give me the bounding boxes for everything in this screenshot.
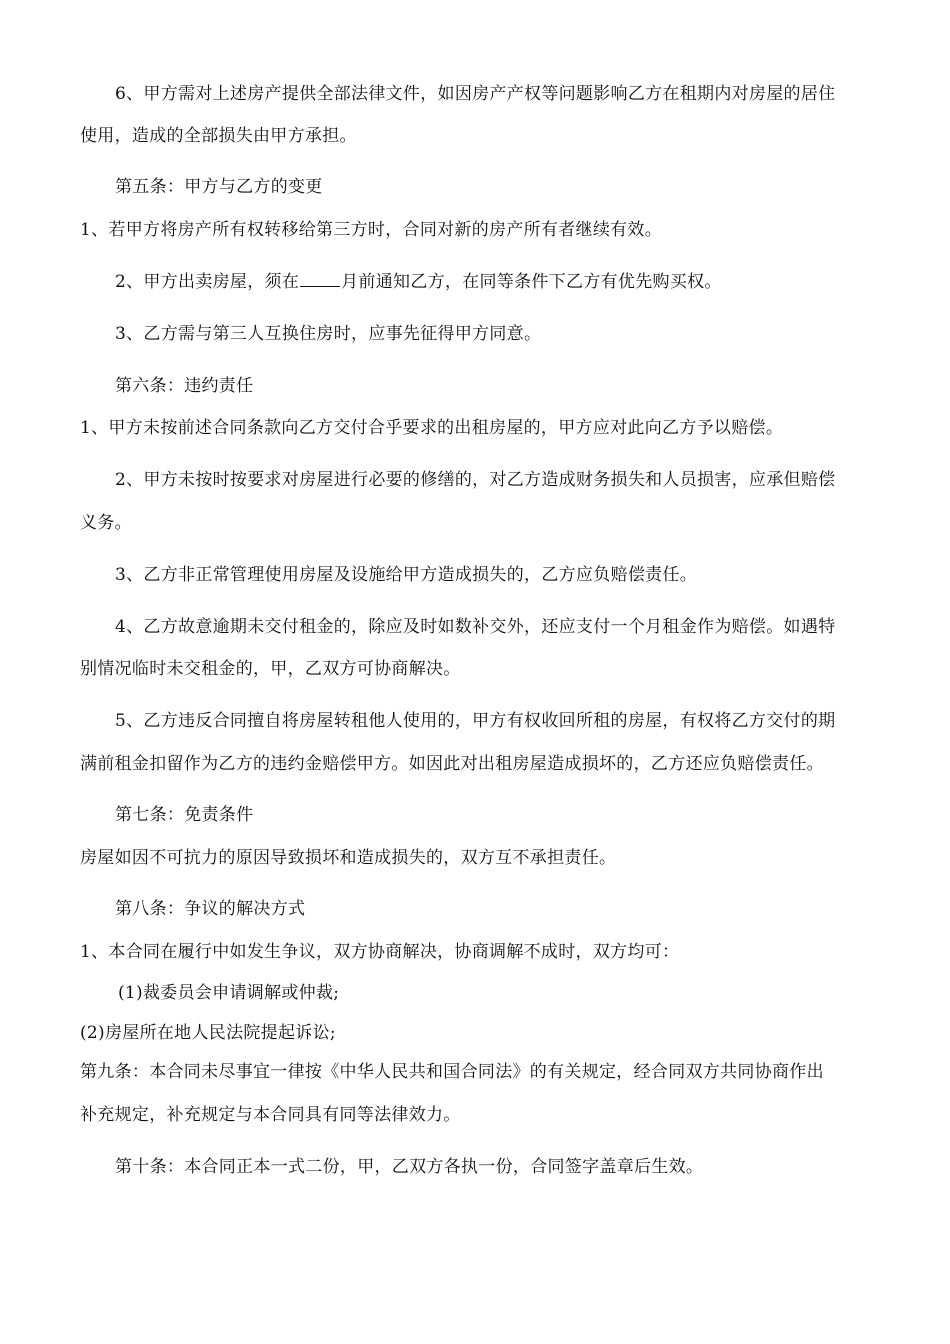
- clause-8-heading: 第八条：争议的解决方式: [115, 899, 306, 919]
- clause-5-item-1: 1、若甲方将房产所有权转移给第三方时，合同对新的房产所有者继续有效。: [80, 220, 663, 240]
- clause-6-item-1: 1、甲方未按前述合同条款向乙方交付合乎要求的出租房屋的，甲方应对此向乙方予以赔偿。: [80, 418, 784, 438]
- clause-5-heading: 第五条：甲方与乙方的变更: [115, 177, 323, 197]
- clause-5-item-2: [115, 270, 870, 294]
- clause-6-item-2-line-2: 义务。: [80, 513, 132, 533]
- clause-9-line-1: 第九条：本合同未尽事宜一律按《中华人民共和国合同法》的有关规定，经合同双方共同协商作出: [80, 1062, 824, 1082]
- clause-5-item-2-part-2: 月前通知乙方，在同等条件下乙方有优先购买权。: [341, 272, 722, 292]
- clause-4-item-6-line-1: 6、甲方需对上述房产提供全部法律文件，如因房产产权等问题影响乙方在租期内对房屋的居住: [115, 84, 836, 104]
- clause-8-option-1: (1)裁委员会申请调解或仲裁;: [118, 983, 340, 1003]
- clause-5-item-2-part-1: 2、甲方出卖房屋，须在: [115, 272, 300, 292]
- clause-6-item-4-line-2: 别情况临时未交租金的，甲，乙双方可协商解决。: [80, 659, 461, 679]
- clause-10: 第十条：本合同正本一式二份，甲，乙双方各执一份，合同签字盖章后生效。: [115, 1157, 704, 1177]
- clause-7-heading: 第七条：免责条件: [115, 805, 254, 825]
- clause-6-item-5-line-1: 5、乙方违反合同擅自将房屋转租他人使用的，甲方有权收回所租的房屋，有权将乙方交付的期: [115, 711, 836, 731]
- clause-6-item-4-line-1: 4、乙方故意逾期未交付租金的，除应及时如数补交外，还应支付一个月租金作为赔偿。如遇特: [115, 617, 836, 637]
- clause-9-line-2: 补充规定，补充规定与本合同具有同等法律效力。: [80, 1105, 461, 1125]
- clause-6-item-2-line-1: 2、甲方未按时按要求对房屋进行必要的修缮的，对乙方造成财务损失和人员损害，应承但赔偿: [115, 470, 836, 490]
- clause-4-item-6-line-2: 使用，造成的全部损失由甲方承担。: [80, 126, 357, 146]
- clause-5-item-3: 3、乙方需与第三人互换住房时，应事先征得甲方同意。: [115, 324, 542, 344]
- clause-7-body: 房屋如因不可抗力的原因导致损坏和造成损失的，双方互不承担责任。: [80, 848, 617, 868]
- clause-6-item-3: 3、乙方非正常管理使用房屋及设施给甲方造成损失的，乙方应负赔偿责任。: [115, 565, 698, 585]
- clause-6-heading: 第六条：违约责任: [115, 376, 254, 396]
- clause-8-item-1: 1、本合同在履行中如发生争议，双方协商解决，协商调解不成时，双方均可：: [80, 942, 680, 962]
- clause-6-item-5-line-2: 满前租金扣留作为乙方的违约金赔偿甲方。如因此对出租房屋造成损坏的，乙方还应负赔偿责任。: [80, 754, 824, 774]
- clause-8-option-2: (2)房屋所在地人民法院提起诉讼;: [80, 1023, 336, 1043]
- blank-field: [300, 270, 340, 287]
